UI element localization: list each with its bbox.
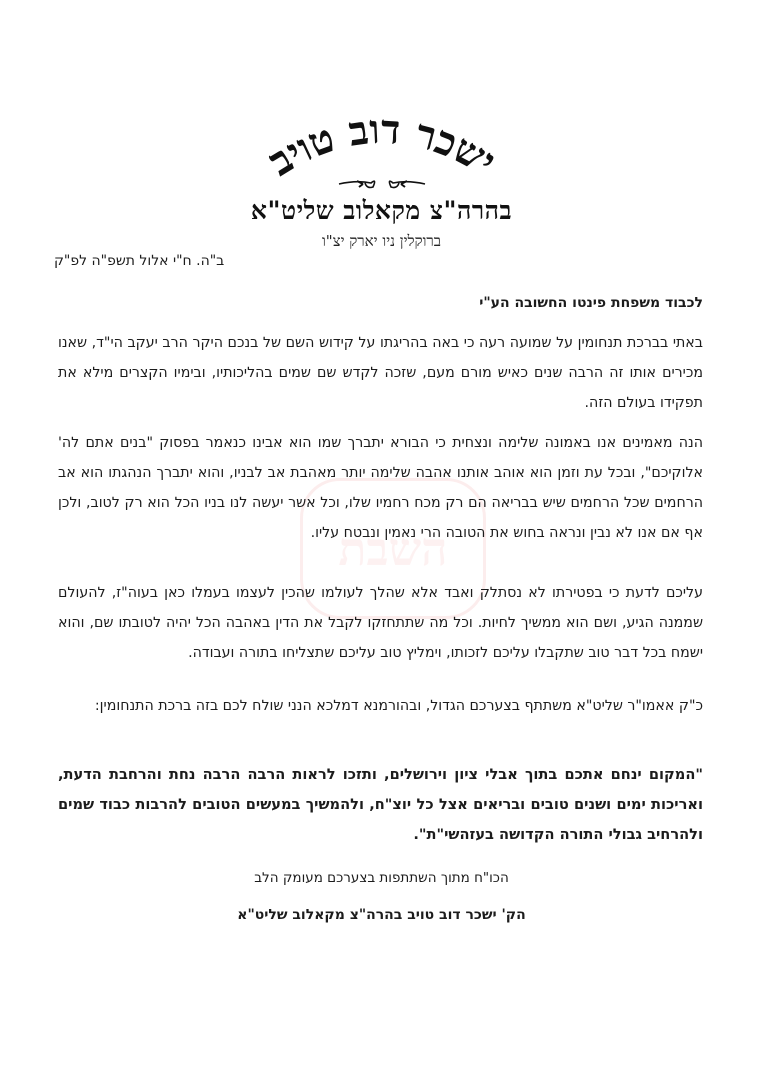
letter-date: ב"ה. ח"י אלול תשפ"ה לפ"ק bbox=[54, 253, 225, 269]
letterhead-name-text: ישכר דוב טויב bbox=[259, 108, 504, 186]
ornament-icon bbox=[337, 174, 427, 192]
letterhead-location: ברוקלין ניו יארק יצ"ו bbox=[321, 232, 442, 250]
paragraph: עליכם לדעת כי בפטירתו לא נסתלק ואבד אלא שהלך לעולמו שהכין לעצמו בעמלו כאן בעוה"ז, להעולם שממנה הגיע, ושם הוא ממשיך לחיות. וכל מה שתתחזקו לקבל את הדין באהבה הכל יהיה לטובתו שם, והוא ישמח בכל דבר טוב שתקבלו עליכם לזכותו, וימליץ טוב עליכם שתצליחו בתורה ועבודה. bbox=[58, 585, 703, 661]
watermark: השבת bbox=[300, 478, 486, 619]
letterhead bbox=[0, 108, 763, 251]
paragraph: הנה מאמינים אנו באמונה שלימה ונצחית כי הבורא יתברך שמו הוא אבינו כנאמר בפסוק "בנים אתם לה' אלוקיכם", ובכל עת וזמן הוא אוהב אותנו אהבה שלימה יותר מאהבת אב לבניו, והוא יתברך הנהגתו הוא אב הרחמים שכל הרחמים שיש בבריאה הם רק מכח רחמיו שלו, וכל אשר יעשה לנו בניו הכל הוא רק לטוב, ולכן אף אם אנו לא נבין ונראה בחוש את הטובה הרי נאמין ונבטח עליו. bbox=[58, 435, 703, 541]
paragraph: כ"ק אאמו"ר שליט"א משתתף בצערכם הגדול, ובהורמנא דמלכא הנני שולח לכם בזה ברכת התנחומין: bbox=[94, 698, 703, 714]
closing-line: הכו"ח מתוך השתתפות בצערכם מעומק הלב bbox=[254, 870, 509, 886]
letter-addressee: לכבוד משפחת פינטו החשובה הע"י bbox=[479, 295, 703, 311]
letterhead-title: בהרה"צ מקאלוב שליט"א bbox=[250, 196, 513, 225]
blessing-text: "המקום ינחם אתכם בתוך אבלי ציון וירושלים, ותזכו לראות הרבה הרבה נחת והרחבת הדעת, ואריכות ימים ושנים טובים ובריאים אצל כל יוצ"ח, ולהמשיך במעשים הטובים להרבות כבוד שמים ולהרחיב גבולי התורה הקדושה בעזהשי"ת". bbox=[58, 766, 703, 843]
signature: הק' ישכר דוב טויב בהרה"צ מקאלוב שליט"א bbox=[237, 907, 526, 923]
paragraph: באתי בברכת תנחומין על שמועה רעה כי באה בהריגתו על קידוש השם של בנכם היקר הרב יעקב הי"ד, שאנו מכירים אותו זה הרבה שנים כאיש מורם מעם, שזכה לקדש שם שמים בהליכותיו, ובימיו הקצרים מילא את תפקידו בעולם הזה. bbox=[58, 335, 703, 411]
